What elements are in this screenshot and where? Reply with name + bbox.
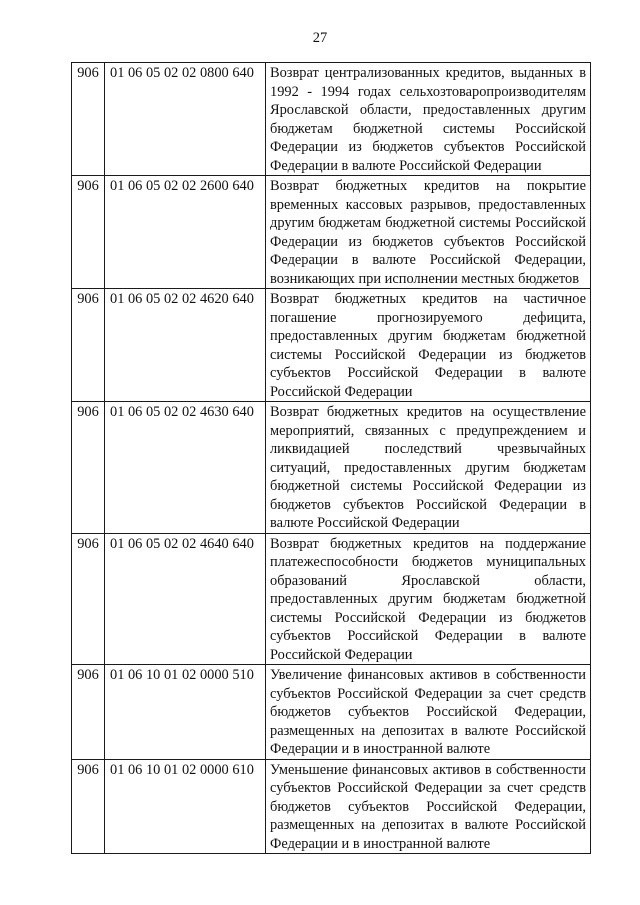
table-row [72,63,591,176]
source-name-cell: Возврат бюджетных кредитов на частичное погашение прогнозируемого дефицита, предоставленных другим бюджетам бюджетной системы Российской Федерации из бюджетов субъектов Российской Федерации в валюте Российской Федерации [266,289,591,402]
admin-code-cell: 906 [72,289,105,402]
table-row [72,533,591,665]
classification-code-cell: 01 06 05 02 02 4630 640 [105,402,266,534]
admin-code-cell: 906 [72,176,105,289]
source-name-cell: Возврат бюджетных кредитов на осуществление мероприятий, связанных с предупреждением и ликвидацией последствий чрезвычайных ситуаций, предоставленных другим бюджетам бюджетной системы Российской Федерации из бюджетов субъектов Российской Федерации в валюте Российской Федерации [266,402,591,534]
admin-code-cell: 906 [72,402,105,534]
budget-classification-table [71,62,591,854]
source-name-cell: Возврат бюджетных кредитов на поддержание платежеспособности бюджетов муниципальных образований Ярославской области, предоставленных другим бюджетам бюджетной системы Российской Федерации из бюджетов субъектов Российской Федерации в валюте Российской Федерации [266,533,591,665]
classification-code-cell: 01 06 05 02 02 4620 640 [105,289,266,402]
source-name-cell: Увеличение финансовых активов в собственности субъектов Российской Федерации за счет средств бюджетов субъектов Российской Федерации, размещенных на депозитах в валюте Российской Федерации и в иностранной валюте [266,665,591,760]
admin-code-cell: 906 [72,665,105,760]
classification-code-cell: 01 06 05 02 02 2600 640 [105,176,266,289]
table-row [72,665,591,760]
source-name-cell: Возврат централизованных кредитов, выданных в 1992 - 1994 годах сельхозтоваропроизводителям Ярославской области, предоставленных другим бюджетам бюджетной системы Российской Федерации из бюджетов субъектов Российской Федерации в валюте Российской Федерации [266,63,591,176]
table-row [72,759,591,854]
admin-code-cell: 906 [72,533,105,665]
classification-code-cell: 01 06 10 01 02 0000 510 [105,665,266,760]
source-name-cell: Уменьшение финансовых активов в собственности субъектов Российской Федерации за счет средств бюджетов субъектов Российской Федерации, размещенных на депозитах в валюте Российской Федерации и в иностранной валюте [266,759,591,854]
classification-code-cell: 01 06 05 02 02 0800 640 [105,63,266,176]
admin-code-cell: 906 [72,759,105,854]
table-row [72,289,591,402]
classification-code-cell: 01 06 05 02 02 4640 640 [105,533,266,665]
source-name-cell: Возврат бюджетных кредитов на покрытие временных кассовых разрывов, предоставленных другим бюджетам бюджетной системы Российской Федерации из бюджетов субъектов Российской Федерации в валюте Российской Федерации, возникающих при исполнении местных бюджетов [266,176,591,289]
table-row [72,176,591,289]
classification-code-cell: 01 06 10 01 02 0000 610 [105,759,266,854]
admin-code-cell: 906 [72,63,105,176]
page-number: 27 [312,30,328,46]
table-row [72,402,591,534]
